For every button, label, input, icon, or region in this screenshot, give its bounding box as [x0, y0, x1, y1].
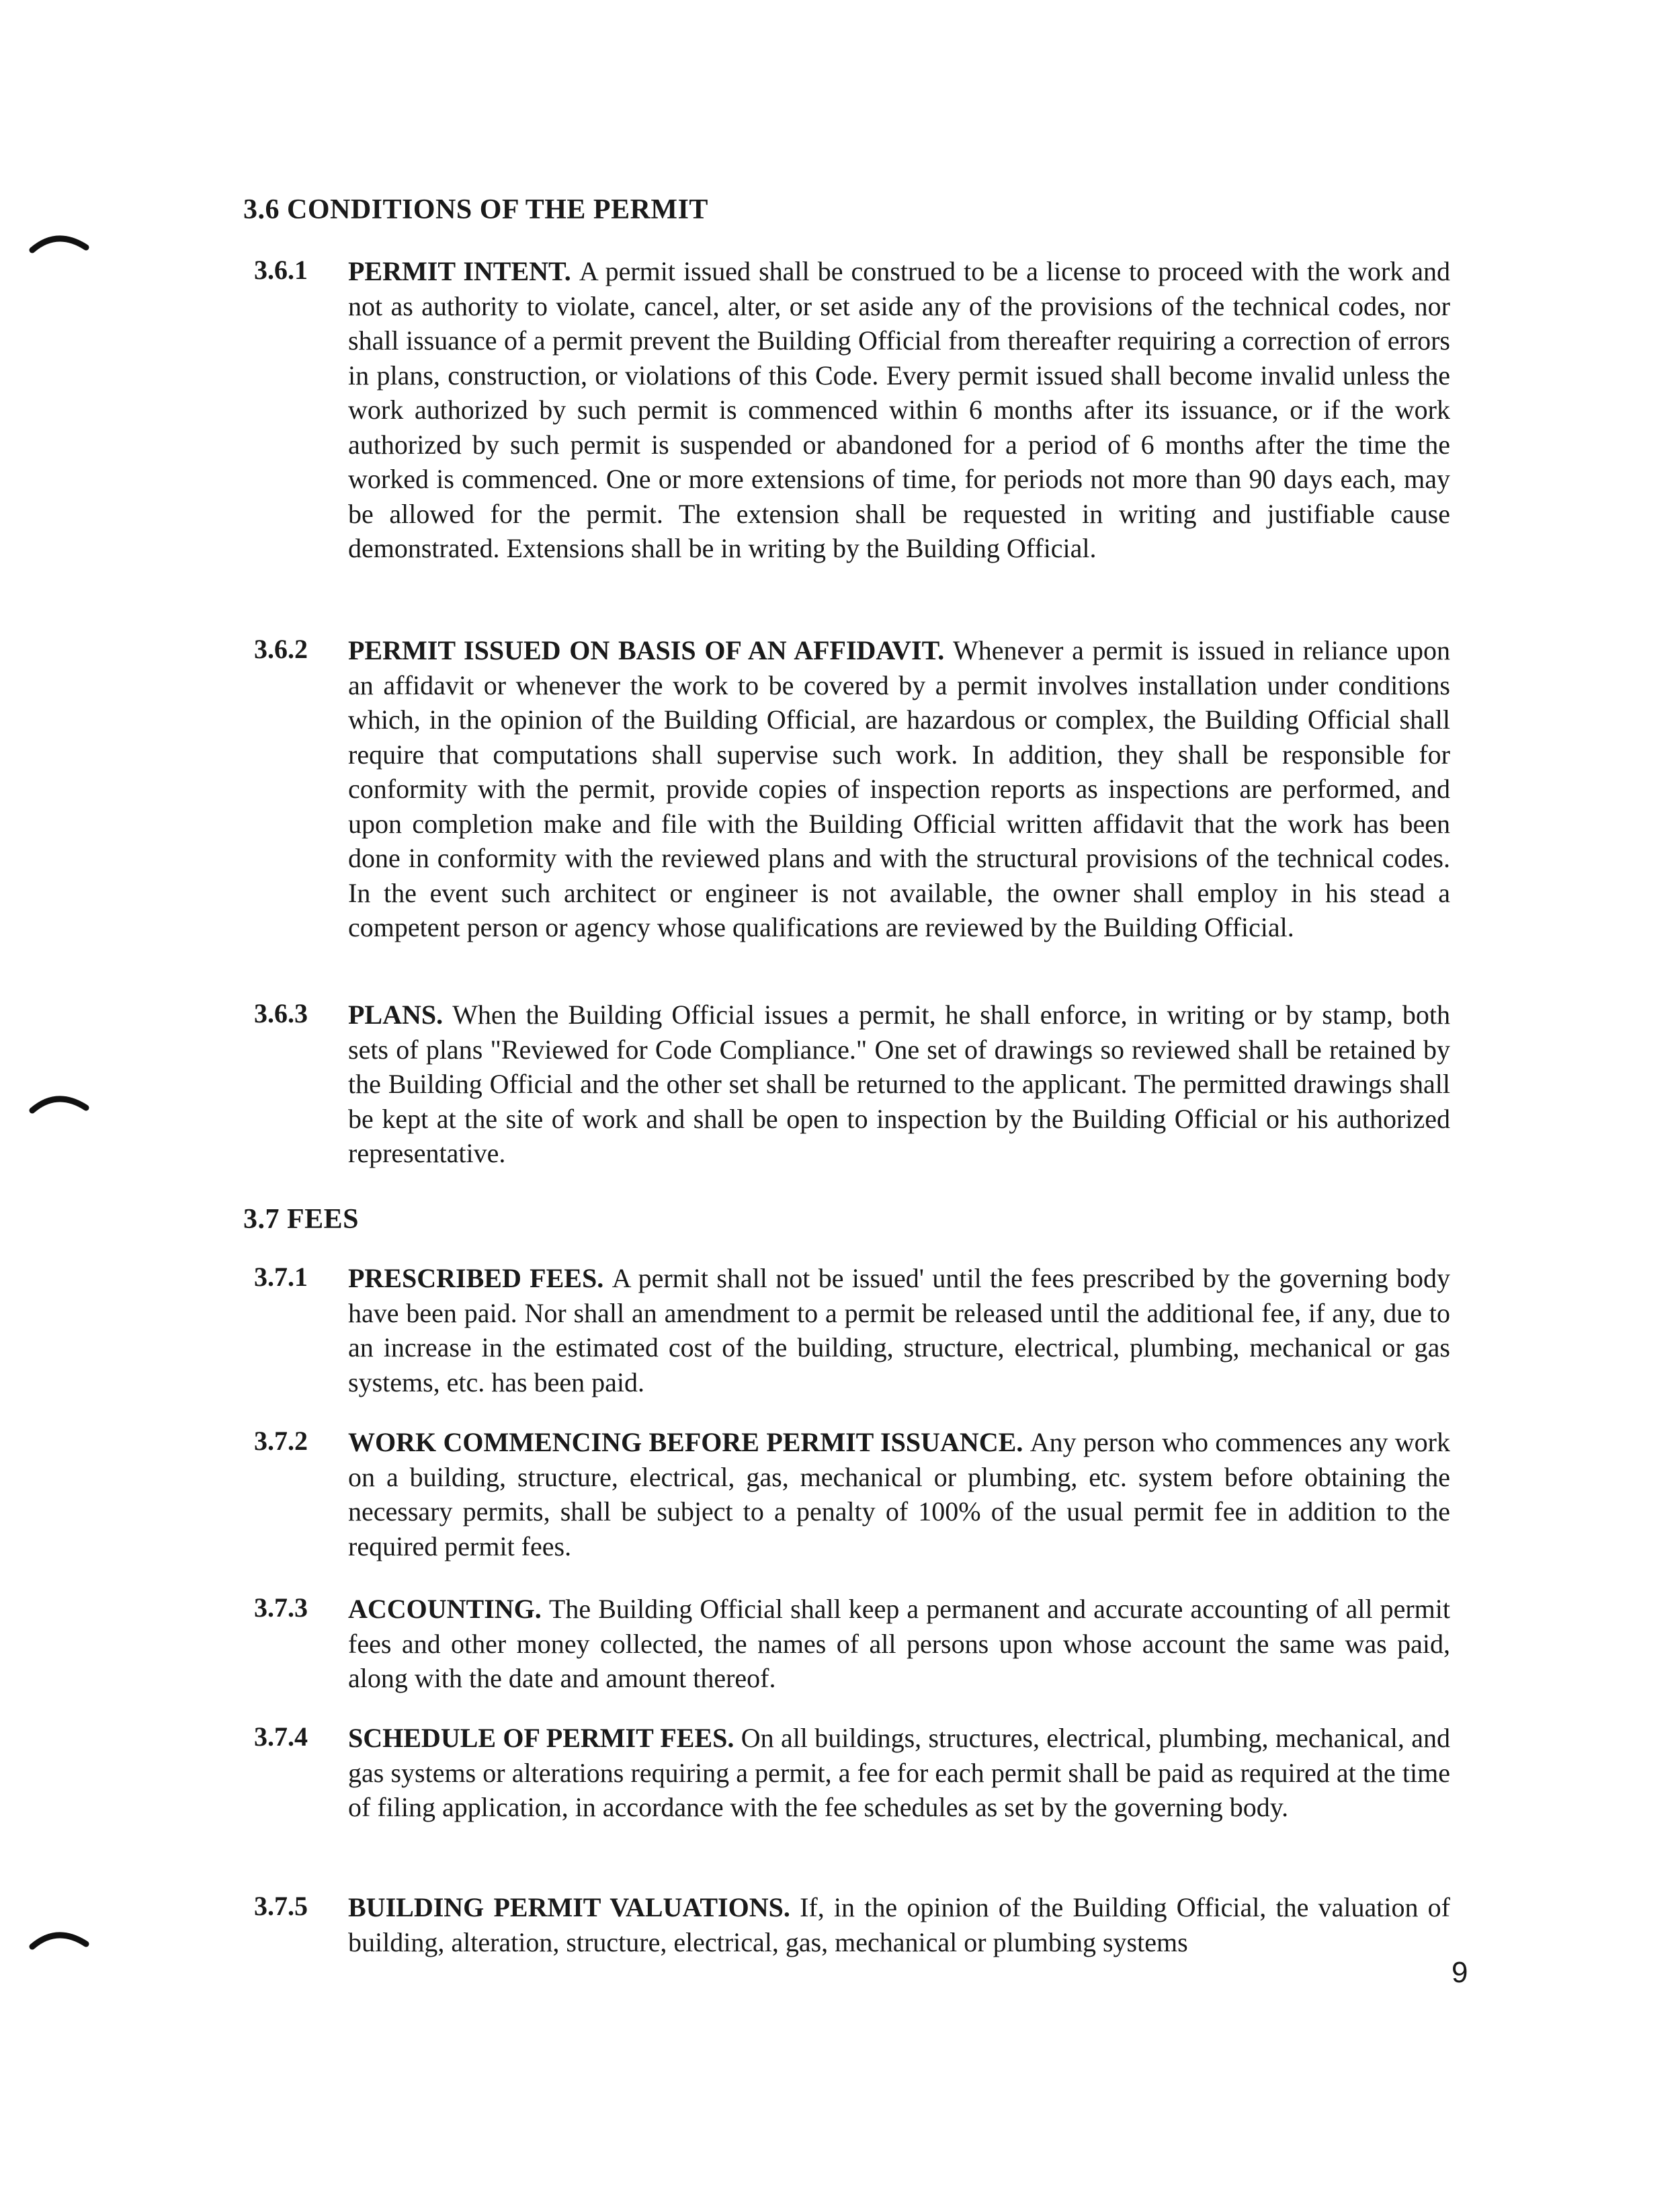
clause-title: SCHEDULE OF PERMIT FEES. — [348, 1723, 741, 1753]
clause-number: 3.7.3 — [254, 1592, 308, 1623]
clause-text: Any person who commences any work on a building, structure, electrical, gas, mechanical or plumbing, etc. system before obtaining the necessary permits, shall be subject to a penalty of 100% of the usual permit fee in addition to the required permit fees. — [348, 1427, 1450, 1561]
clause-text: A permit issued shall be construed to be a license to proceed with the work and not as authority to violate, cancel, alter, or set aside any of the provisions of the technical codes, nor shall issuance of a permit prevent the Building Official from thereafter requiring a correction of errors in plans, construction, or violations of this Code. Every permit issued shall become invalid unless the work authorized by such permit is commenced within 6 months after its issuance, or if the work authorized by such permit is suspended or abandoned for a period of 6 months after the time the worked is commenced. One or more extensions of time, for periods not more than 90 days each, may be allowed for the permit. The extension shall be requested in writing and justifiable cause demonstrated. Extensions shall be in writing by the Building Official. — [348, 256, 1451, 563]
clause-3-6-1 — [254, 254, 1450, 566]
clause-text: On all buildings, structures, electrical, plumbing, mechanical, and gas systems or alterations requiring a permit, a fee for each permit shall be paid as required at the time of filing application, in accordance with the fee schedules as set by the governing body. — [348, 1723, 1451, 1822]
clause-title: WORK COMMENCING BEFORE PERMIT ISSUANCE. — [348, 1427, 1030, 1457]
clause-number: 3.7.1 — [254, 1262, 308, 1292]
clause-text: Whenever a permit is issued in reliance upon an affidavit or whenever the work to be covered by a permit involves installation under conditions which, in the opinion of the Building Official, are hazardous or complex, the Building Official shall require that computations shall supervise such work. In addition, they shall be responsible for conformity with the permit, provide copies of inspection reports as inspections are performed, and upon completion make and file with the Building Official written affidavit that the work has been done in conformity with the reviewed plans and with the structural provisions of the technical codes. In the event such architect or engineer is not available, the owner shall employ in his stead a competent person or agency whose qualifications are reviewed by the Building Official. — [348, 635, 1451, 942]
clause-3-7-4 — [254, 1721, 1450, 1825]
clause-3-7-5 — [254, 1890, 1450, 1959]
clause-3-6-2 — [254, 633, 1450, 945]
clause-3-6-3 — [254, 998, 1450, 1171]
clause-text: A permit shall not be issued' until the fees prescribed by the governing body have been paid. Nor shall an amendment to a permit be released until the additional fee, if any, due to an increase in the estimated cost of the building, structure, electrical, plumbing, mechanical or gas systems, etc. has been paid. — [348, 1263, 1450, 1397]
clause-title: ACCOUNTING. — [348, 1594, 549, 1624]
clause-number: 3.6.1 — [254, 255, 308, 285]
clause-number: 3.7.4 — [254, 1721, 308, 1752]
section-heading: 3.7 FEES — [243, 1204, 360, 1235]
clause-title: PLANS. — [348, 1000, 453, 1030]
clause-3-7-1 — [254, 1261, 1450, 1399]
punch-hole-mark-top — [27, 227, 94, 254]
clause-text: When the Building Official issues a permit, he shall enforce, in writing or by stamp, both sets of plans "Reviewed for Code Compliance." One set of drawings so reviewed shall be retained by the Building Official and the other set shall be returned to the applicant. The permitted drawings shall be kept at the site of work and shall be open to inspection by the Building Official or his authorized representative. — [348, 1000, 1451, 1168]
clause-title: PERMIT INTENT. — [348, 256, 579, 286]
clause-text: If, in the opinion of the Building Official, the valuation of building, alteration, structure, electrical, gas, mechanical or plumbing systems — [348, 1892, 1450, 1957]
page-number: 9 — [1452, 1956, 1468, 1989]
clause-title: PERMIT ISSUED ON BASIS OF AN AFFIDAVIT. — [348, 635, 954, 665]
punch-hole-mark-middle — [27, 1088, 94, 1114]
clause-3-7-3 — [254, 1592, 1450, 1696]
section-heading: 3.6 CONDITIONS OF THE PERMIT — [243, 194, 708, 225]
clause-3-7-2 — [254, 1425, 1450, 1563]
clause-number: 3.7.5 — [254, 1891, 308, 1921]
clause-number: 3.6.2 — [254, 634, 308, 664]
clause-text: The Building Official shall keep a permanent and accurate accounting of all permit fees and other money collected, the names of all persons upon whose account the same was paid, along with the date and amount thereof. — [348, 1594, 1451, 1693]
clause-number: 3.6.3 — [254, 998, 308, 1028]
punch-hole-mark-bottom — [27, 1924, 94, 1951]
clause-title: PRESCRIBED FEES. — [348, 1263, 612, 1293]
clause-number: 3.7.2 — [254, 1426, 308, 1456]
clause-title: BUILDING PERMIT VALUATIONS. — [348, 1892, 800, 1922]
